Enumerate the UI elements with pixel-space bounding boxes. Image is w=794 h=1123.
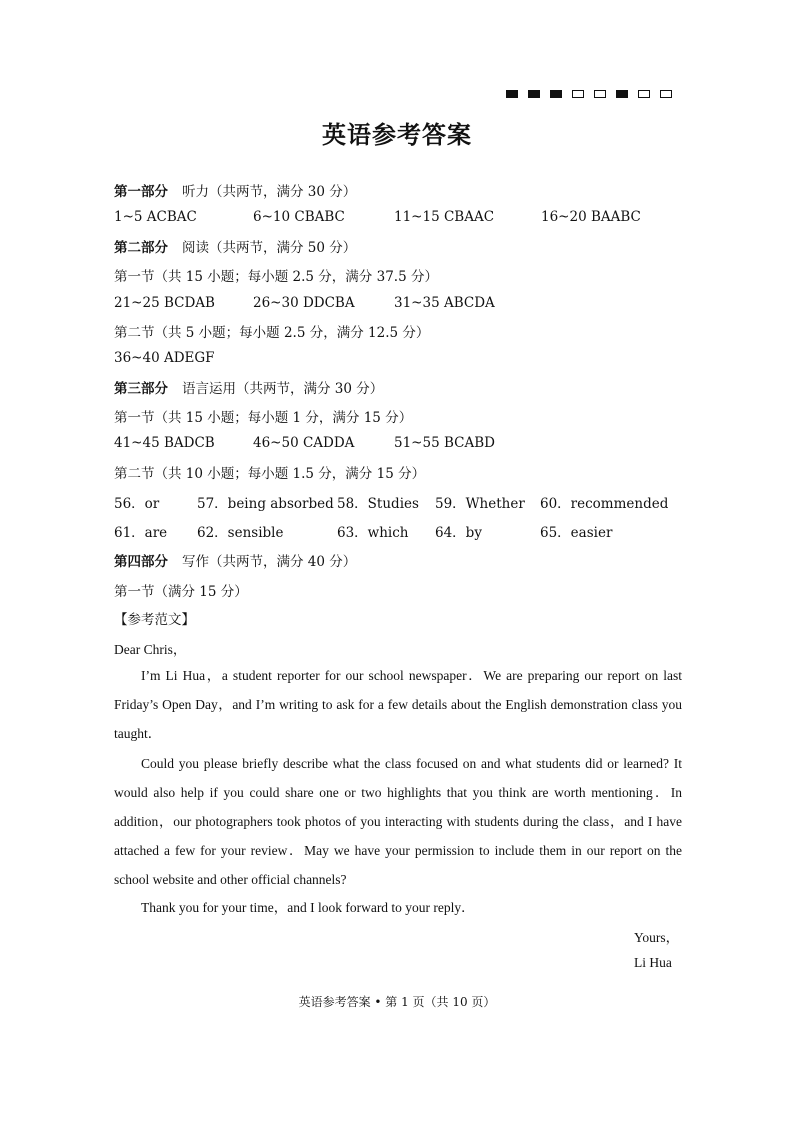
- filled-square-mark: [550, 90, 562, 98]
- blank-59: 59．Whether: [435, 496, 525, 512]
- part1-heading-line: [114, 180, 356, 200]
- part2-answer-4: 36~40 ADEGF: [114, 350, 215, 366]
- letter-signature: Li Hua: [634, 955, 672, 970]
- part1-answer-3: 11~15 CBAAC: [394, 209, 495, 225]
- filled-square-mark: [616, 90, 628, 98]
- blank-56: 56．or: [114, 496, 160, 512]
- part1-heading: 第一部分: [114, 184, 168, 200]
- part4-heading-line: [114, 550, 356, 570]
- filled-square-mark: [528, 90, 540, 98]
- blank-64: 64．by: [435, 525, 482, 541]
- part4-section1: 第一节（满分 15 分）: [114, 584, 248, 600]
- page-title: 英语参考答案: [322, 120, 472, 149]
- blank-57: 57．being absorbed: [197, 496, 334, 512]
- part2-answer-3: 31~35 ABCDA: [394, 295, 495, 311]
- blank-61: 61．are: [114, 525, 168, 541]
- empty-square-mark: [638, 90, 650, 98]
- part1-answer-4: 16~20 BAABC: [541, 209, 641, 225]
- part4-name: 写作（共两节，满分 40 分）: [182, 554, 357, 570]
- part3-answer-1: 41~45 BADCB: [114, 435, 215, 451]
- letter-paragraph-2: Could you please briefly describe what the class focused on and what students did or learned? It would also help if you could share one or two highlights that you think are worth mentioning．In addition，our photographers took photos of you interacting with students during the class，and I have attached a few for your review．May we have your permission to include them in our report on the school website and other official channels?: [114, 756, 682, 887]
- part3-name: 语言运用（共两节，满分 30 分）: [182, 381, 384, 397]
- part1-answer-1: 1~5 ACBAC: [114, 209, 197, 225]
- empty-square-mark: [660, 90, 672, 98]
- filled-square-mark: [506, 90, 518, 98]
- part2-section2: 第二节（共 5 小题；每小题 2.5 分，满分 12.5 分）: [114, 325, 430, 341]
- blank-58: 58．Studies: [337, 496, 419, 512]
- part2-heading: 第二部分: [114, 240, 168, 256]
- letter-closing: Yours，: [634, 930, 680, 945]
- part1-name: 听力（共两节，满分 30 分）: [182, 184, 357, 200]
- empty-square-mark: [572, 90, 584, 98]
- letter-paragraph-1: I’m Li Hua，a student reporter for our school newspaper．We are preparing our report on last Friday’s Open Day，and I’m writing to ask for a few details about the English demonstration class you taught．: [114, 668, 682, 741]
- part3-answer-3: 51~55 BCABD: [394, 435, 495, 451]
- empty-square-mark: [594, 90, 606, 98]
- blank-65: 65．easier: [540, 525, 613, 541]
- part2-section1: 第一节（共 15 小题；每小题 2.5 分，满分 37.5 分）: [114, 269, 438, 285]
- page-footer: 英语参考答案 • 第 1 页（共 10 页）: [298, 995, 496, 1009]
- part3-section2: 第二节（共 10 小题；每小题 1.5 分，满分 15 分）: [114, 466, 426, 482]
- blank-62: 62．sensible: [197, 525, 284, 541]
- letter-paragraph-3: Thank you for your time，and I look forward to your reply．: [141, 900, 475, 915]
- part4-heading: 第四部分: [114, 554, 168, 570]
- part3-answer-2: 46~50 CADDA: [253, 435, 355, 451]
- part2-heading-line: [114, 236, 356, 256]
- part2-answer-1: 21~25 BCDAB: [114, 295, 215, 311]
- blank-60: 60．recommended: [540, 496, 669, 512]
- blank-63: 63．which: [337, 525, 409, 541]
- part2-answer-2: 26~30 DDCBA: [253, 295, 355, 311]
- sample-essay-label: 【参考范文】: [114, 612, 195, 628]
- part3-heading-line: [114, 377, 383, 397]
- letter-greeting: Dear Chris，: [114, 642, 187, 657]
- part3-heading: 第三部分: [114, 381, 168, 397]
- part1-answer-2: 6~10 CBABC: [253, 209, 345, 225]
- part2-name: 阅读（共两节，满分 50 分）: [182, 240, 357, 256]
- part3-section1: 第一节（共 15 小题；每小题 1 分，满分 15 分）: [114, 410, 413, 426]
